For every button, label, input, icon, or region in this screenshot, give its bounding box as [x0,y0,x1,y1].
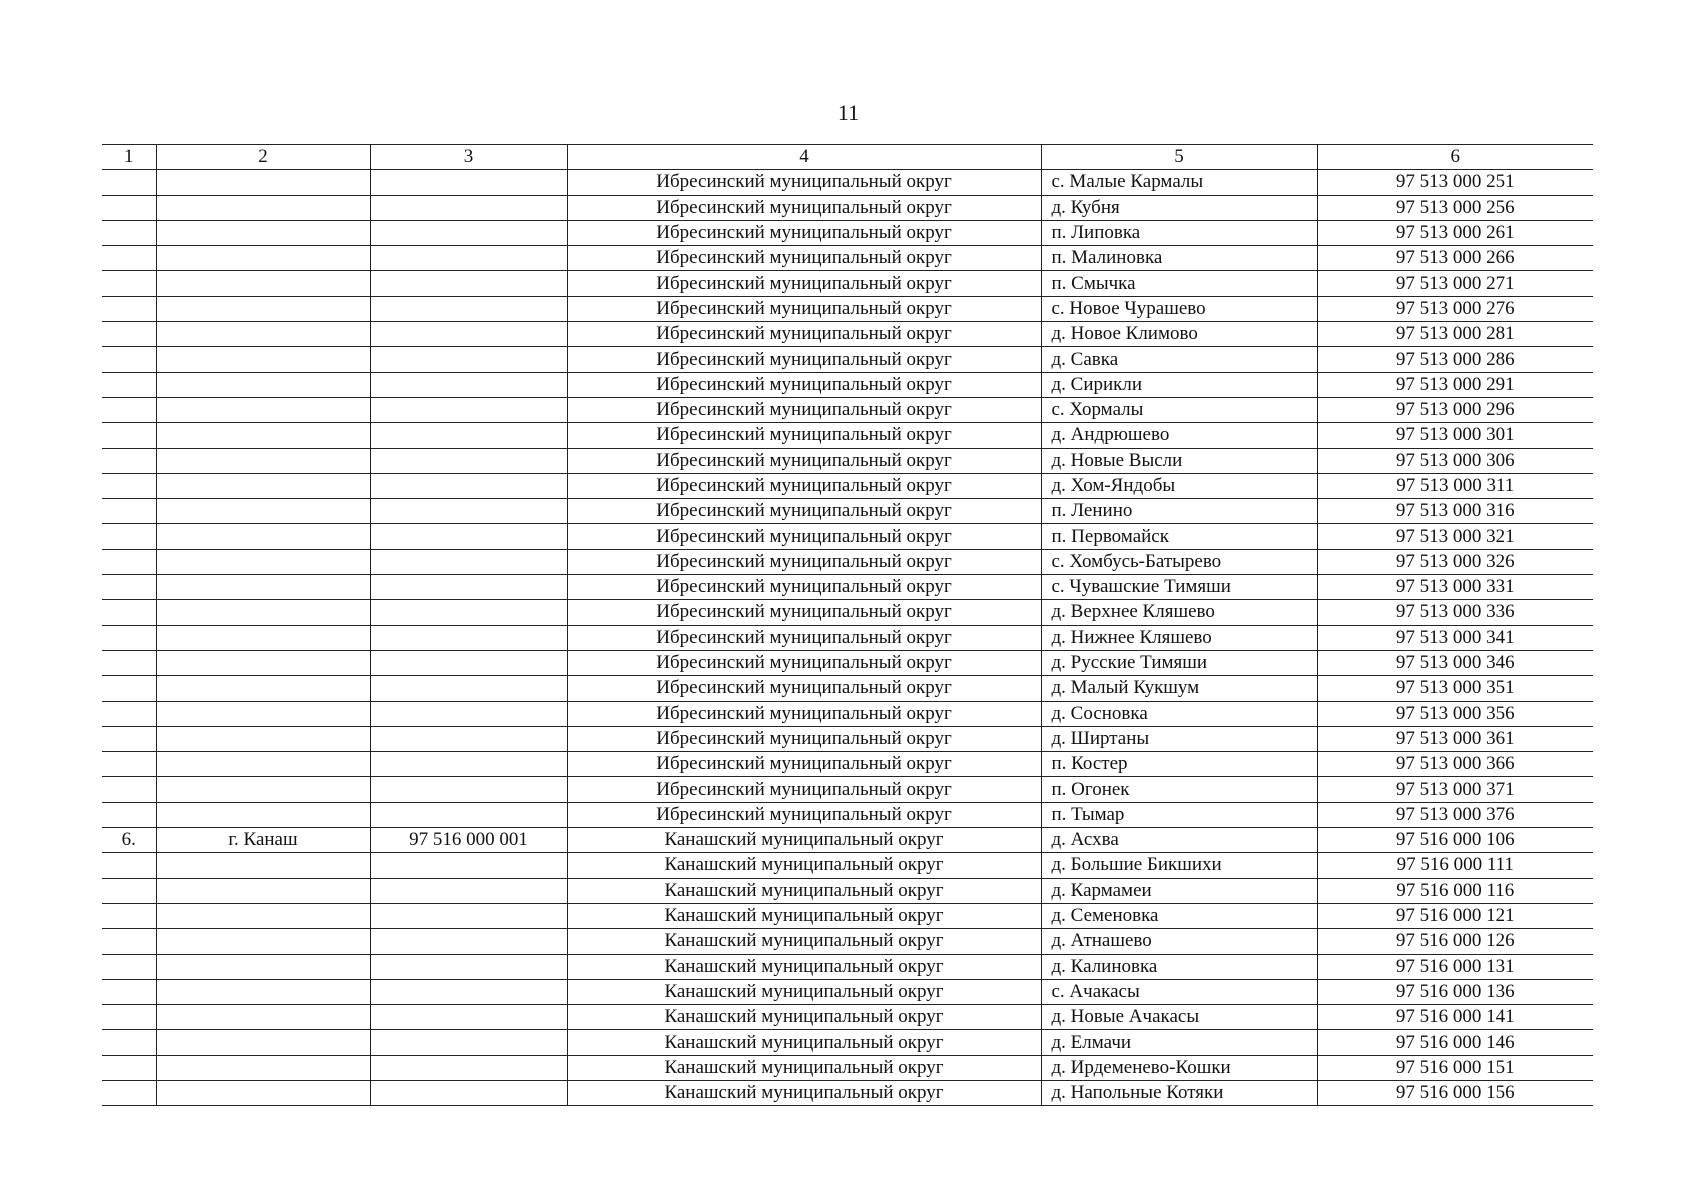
cell-municipal-district: Ибресинский муниципальный округ [567,170,1041,195]
cell-settlement: д. Ирдеменево-Кошки [1041,1055,1317,1080]
cell-city [156,195,370,220]
cell-municipal-district: Ибресинский муниципальный округ [567,372,1041,397]
cell-municipal-district: Ибресинский муниципальный округ [567,347,1041,372]
table-row [102,423,1593,448]
cell-city [156,322,370,347]
cell-settlement-code: 97 513 000 346 [1317,650,1593,675]
cell-city [156,802,370,827]
cell-city-code [370,347,567,372]
cell-settlement-code: 97 513 000 341 [1317,625,1593,650]
table-row [102,170,1593,195]
cell-row-number [102,1030,156,1055]
cell-municipal-district: Ибресинский муниципальный округ [567,726,1041,751]
table-row [102,954,1593,979]
cell-city [156,903,370,928]
header-row [102,145,1593,170]
cell-settlement: д. Напольные Котяки [1041,1080,1317,1105]
cell-settlement: д. Атнашево [1041,929,1317,954]
cell-city [156,170,370,195]
header-col-4: 4 [567,145,1041,170]
cell-settlement-code: 97 513 000 251 [1317,170,1593,195]
cell-settlement-code: 97 516 000 136 [1317,979,1593,1004]
cell-settlement: с. Ачакасы [1041,979,1317,1004]
cell-settlement-code: 97 513 000 371 [1317,777,1593,802]
cell-city [156,954,370,979]
cell-municipal-district: Ибресинский муниципальный округ [567,600,1041,625]
cell-row-number [102,1005,156,1030]
cell-city [156,701,370,726]
table-row [102,473,1593,498]
header-col-5: 5 [1041,145,1317,170]
table-row [102,499,1593,524]
cell-settlement: д. Семеновка [1041,903,1317,928]
page-number: 11 [837,100,860,125]
cell-settlement: д. Новые Высли [1041,448,1317,473]
cell-settlement-code: 97 513 000 366 [1317,752,1593,777]
cell-settlement-code: 97 513 000 301 [1317,423,1593,448]
cell-settlement-code: 97 513 000 361 [1317,726,1593,751]
cell-settlement-code: 97 513 000 281 [1317,322,1593,347]
cell-city [156,549,370,574]
cell-city-code [370,878,567,903]
cell-settlement-code: 97 513 000 271 [1317,271,1593,296]
table-row [102,195,1593,220]
cell-settlement-code: 97 516 000 116 [1317,878,1593,903]
cell-row-number [102,347,156,372]
cell-settlement: п. Первомайск [1041,524,1317,549]
cell-city [156,397,370,422]
cell-settlement-code: 97 513 000 376 [1317,802,1593,827]
cell-settlement-code: 97 513 000 276 [1317,296,1593,321]
cell-settlement: д. Нижнее Кляшево [1041,625,1317,650]
cell-settlement: д. Ширтаны [1041,726,1317,751]
cell-city-code [370,625,567,650]
cell-city-code [370,1080,567,1105]
cell-settlement-code: 97 516 000 156 [1317,1080,1593,1105]
cell-row-number [102,524,156,549]
cell-municipal-district: Ибресинский муниципальный округ [567,499,1041,524]
cell-city-code [370,524,567,549]
table-row [102,1030,1593,1055]
cell-city-code [370,296,567,321]
cell-settlement: д. Кармамеи [1041,878,1317,903]
table-row [102,752,1593,777]
cell-settlement: д. Андрюшево [1041,423,1317,448]
cell-city [156,372,370,397]
cell-city [156,929,370,954]
cell-city-code [370,195,567,220]
header-col-2: 2 [156,145,370,170]
header-col-6: 6 [1317,145,1593,170]
cell-settlement-code: 97 513 000 336 [1317,600,1593,625]
cell-settlement: п. Малиновка [1041,246,1317,271]
cell-municipal-district: Канашский муниципальный округ [567,954,1041,979]
table-row [102,979,1593,1004]
cell-municipal-district: Ибресинский муниципальный округ [567,271,1041,296]
cell-row-number [102,473,156,498]
cell-settlement: д. Большие Бикшихи [1041,853,1317,878]
cell-city-code [370,676,567,701]
cell-city-code [370,777,567,802]
table-row [102,726,1593,751]
cell-city-code [370,246,567,271]
cell-city [156,473,370,498]
cell-municipal-district: Канашский муниципальный округ [567,1005,1041,1030]
cell-row-number [102,903,156,928]
cell-settlement-code: 97 513 000 311 [1317,473,1593,498]
cell-city-code: 97 516 000 001 [370,828,567,853]
cell-settlement: п. Тымар [1041,802,1317,827]
cell-city [156,423,370,448]
cell-city-code [370,473,567,498]
cell-row-number [102,271,156,296]
cell-city [156,448,370,473]
cell-settlement-code: 97 516 000 121 [1317,903,1593,928]
cell-city [156,878,370,903]
table-row [102,220,1593,245]
cell-municipal-district: Ибресинский муниципальный округ [567,473,1041,498]
cell-settlement-code: 97 513 000 356 [1317,701,1593,726]
cell-settlement-code: 97 516 000 146 [1317,1030,1593,1055]
cell-city-code [370,549,567,574]
table-row [102,347,1593,372]
cell-row-number [102,878,156,903]
cell-city [156,271,370,296]
table-row [102,1055,1593,1080]
cell-row-number [102,625,156,650]
cell-city [156,853,370,878]
cell-settlement: д. Новое Климово [1041,322,1317,347]
cell-settlement: д. Сосновка [1041,701,1317,726]
cell-settlement: д. Новые Ачакасы [1041,1005,1317,1030]
cell-city-code [370,499,567,524]
cell-settlement-code: 97 513 000 306 [1317,448,1593,473]
cell-row-number [102,195,156,220]
cell-city-code [370,726,567,751]
cell-row-number [102,600,156,625]
cell-city-code [370,220,567,245]
cell-row-number [102,676,156,701]
cell-settlement: с. Чувашские Тимяши [1041,575,1317,600]
cell-municipal-district: Ибресинский муниципальный округ [567,397,1041,422]
cell-city-code [370,903,567,928]
cell-row-number [102,499,156,524]
cell-city-code [370,170,567,195]
table-row [102,448,1593,473]
cell-city-code [370,448,567,473]
cell-municipal-district: Ибресинский муниципальный округ [567,701,1041,726]
cell-settlement: д. Русские Тимяши [1041,650,1317,675]
cell-municipal-district: Канашский муниципальный округ [567,828,1041,853]
table-row [102,1005,1593,1030]
cell-row-number [102,1080,156,1105]
cell-row-number [102,752,156,777]
register-table [102,144,1593,1106]
cell-row-number [102,954,156,979]
cell-city [156,650,370,675]
cell-city [156,524,370,549]
cell-municipal-district: Ибресинский муниципальный округ [567,195,1041,220]
cell-city [156,625,370,650]
cell-city [156,1030,370,1055]
cell-settlement-code: 97 513 000 321 [1317,524,1593,549]
cell-city-code [370,650,567,675]
cell-row-number [102,853,156,878]
cell-city [156,246,370,271]
cell-city [156,1005,370,1030]
table-body [102,170,1593,1106]
cell-row-number [102,701,156,726]
cell-city-code [370,954,567,979]
cell-city [156,1080,370,1105]
table-row [102,372,1593,397]
cell-settlement: с. Малые Кармалы [1041,170,1317,195]
table-row [102,322,1593,347]
table-row [102,575,1593,600]
cell-municipal-district: Канашский муниципальный округ [567,1030,1041,1055]
cell-municipal-district: Канашский муниципальный округ [567,979,1041,1004]
cell-city-code [370,1005,567,1030]
cell-municipal-district: Ибресинский муниципальный округ [567,524,1041,549]
cell-city [156,777,370,802]
cell-row-number [102,1055,156,1080]
cell-municipal-district: Канашский муниципальный округ [567,878,1041,903]
cell-row-number [102,777,156,802]
table-row [102,878,1593,903]
table-row [102,397,1593,422]
cell-city-code [370,397,567,422]
cell-row-number [102,802,156,827]
cell-city-code [370,600,567,625]
cell-municipal-district: Канашский муниципальный округ [567,853,1041,878]
cell-row-number [102,448,156,473]
cell-city-code [370,752,567,777]
cell-settlement: д. Малый Кукшум [1041,676,1317,701]
cell-city-code [370,701,567,726]
table-row [102,600,1593,625]
table-row [102,650,1593,675]
cell-municipal-district: Канашский муниципальный округ [567,1080,1041,1105]
table-row [102,676,1593,701]
cell-city-code [370,271,567,296]
cell-municipal-district: Ибресинский муниципальный округ [567,777,1041,802]
table-row [102,625,1593,650]
cell-municipal-district: Ибресинский муниципальный округ [567,802,1041,827]
table-row [102,903,1593,928]
cell-settlement-code: 97 513 000 316 [1317,499,1593,524]
cell-city [156,296,370,321]
cell-city-code [370,322,567,347]
cell-settlement-code: 97 513 000 291 [1317,372,1593,397]
table-row [102,777,1593,802]
cell-city [156,220,370,245]
cell-city [156,676,370,701]
cell-municipal-district: Ибресинский муниципальный округ [567,676,1041,701]
cell-settlement-code: 97 516 000 131 [1317,954,1593,979]
cell-row-number [102,296,156,321]
cell-settlement-code: 97 513 000 326 [1317,549,1593,574]
table-row [102,1080,1593,1105]
cell-municipal-district: Ибресинский муниципальный округ [567,752,1041,777]
table-row [102,701,1593,726]
cell-row-number [102,929,156,954]
cell-city-code [370,802,567,827]
cell-city [156,752,370,777]
header-col-3: 3 [370,145,567,170]
table-row [102,549,1593,574]
cell-settlement: д. Хом-Яндобы [1041,473,1317,498]
cell-city-code [370,575,567,600]
table-row [102,802,1593,827]
cell-city-code [370,1055,567,1080]
cell-settlement-code: 97 516 000 111 [1317,853,1593,878]
cell-city [156,1055,370,1080]
table-row [102,296,1593,321]
cell-row-number [102,220,156,245]
cell-municipal-district: Канашский муниципальный округ [567,1055,1041,1080]
cell-settlement-code: 97 513 000 266 [1317,246,1593,271]
cell-city [156,726,370,751]
cell-settlement: с. Хормалы [1041,397,1317,422]
cell-row-number [102,322,156,347]
cell-settlement-code: 97 516 000 126 [1317,929,1593,954]
cell-settlement-code: 97 513 000 286 [1317,347,1593,372]
cell-city [156,347,370,372]
cell-municipal-district: Ибресинский муниципальный округ [567,625,1041,650]
cell-city [156,979,370,1004]
cell-settlement: д. Савка [1041,347,1317,372]
cell-settlement: д. Калиновка [1041,954,1317,979]
cell-settlement-code: 97 516 000 106 [1317,828,1593,853]
cell-settlement-code: 97 513 000 351 [1317,676,1593,701]
cell-row-number [102,979,156,1004]
cell-settlement: д. Кубня [1041,195,1317,220]
cell-row-number [102,246,156,271]
cell-row-number [102,372,156,397]
cell-city-code [370,1030,567,1055]
cell-settlement: д. Елмачи [1041,1030,1317,1055]
cell-row-number: 6. [102,828,156,853]
cell-city [156,575,370,600]
cell-city-code [370,853,567,878]
cell-city [156,499,370,524]
cell-settlement: п. Огонек [1041,777,1317,802]
cell-city: г. Канаш [156,828,370,853]
cell-row-number [102,650,156,675]
cell-settlement: д. Асхва [1041,828,1317,853]
cell-row-number [102,397,156,422]
cell-settlement: п. Костер [1041,752,1317,777]
cell-municipal-district: Канашский муниципальный округ [567,903,1041,928]
cell-settlement-code: 97 516 000 151 [1317,1055,1593,1080]
cell-settlement-code: 97 513 000 261 [1317,220,1593,245]
cell-settlement: с. Новое Чурашево [1041,296,1317,321]
cell-municipal-district: Ибресинский муниципальный округ [567,220,1041,245]
cell-row-number [102,423,156,448]
table-header [102,145,1593,170]
cell-settlement: п. Липовка [1041,220,1317,245]
cell-municipal-district: Ибресинский муниципальный округ [567,448,1041,473]
cell-municipal-district: Ибресинский муниципальный округ [567,423,1041,448]
table-row [102,929,1593,954]
table-row [102,246,1593,271]
cell-settlement: п. Ленино [1041,499,1317,524]
cell-settlement-code: 97 513 000 256 [1317,195,1593,220]
cell-row-number [102,170,156,195]
cell-row-number [102,575,156,600]
cell-settlement-code: 97 516 000 141 [1317,1005,1593,1030]
cell-settlement-code: 97 513 000 331 [1317,575,1593,600]
cell-municipal-district: Ибресинский муниципальный округ [567,322,1041,347]
table-row [102,828,1593,853]
cell-municipal-district: Ибресинский муниципальный округ [567,296,1041,321]
cell-municipal-district: Ибресинский муниципальный округ [567,650,1041,675]
cell-city-code [370,979,567,1004]
cell-city [156,600,370,625]
table-row [102,524,1593,549]
cell-city-code [370,372,567,397]
cell-municipal-district: Ибресинский муниципальный округ [567,575,1041,600]
header-col-1: 1 [102,145,156,170]
cell-row-number [102,726,156,751]
cell-municipal-district: Канашский муниципальный округ [567,929,1041,954]
cell-municipal-district: Ибресинский муниципальный округ [567,246,1041,271]
cell-settlement: с. Хомбусь-Батырево [1041,549,1317,574]
cell-settlement: д. Сирикли [1041,372,1317,397]
table-row [102,853,1593,878]
table-row [102,271,1593,296]
cell-city-code [370,423,567,448]
cell-city-code [370,929,567,954]
cell-settlement: п. Смычка [1041,271,1317,296]
cell-row-number [102,549,156,574]
cell-municipal-district: Ибресинский муниципальный округ [567,549,1041,574]
cell-settlement: д. Верхнее Кляшево [1041,600,1317,625]
cell-settlement-code: 97 513 000 296 [1317,397,1593,422]
